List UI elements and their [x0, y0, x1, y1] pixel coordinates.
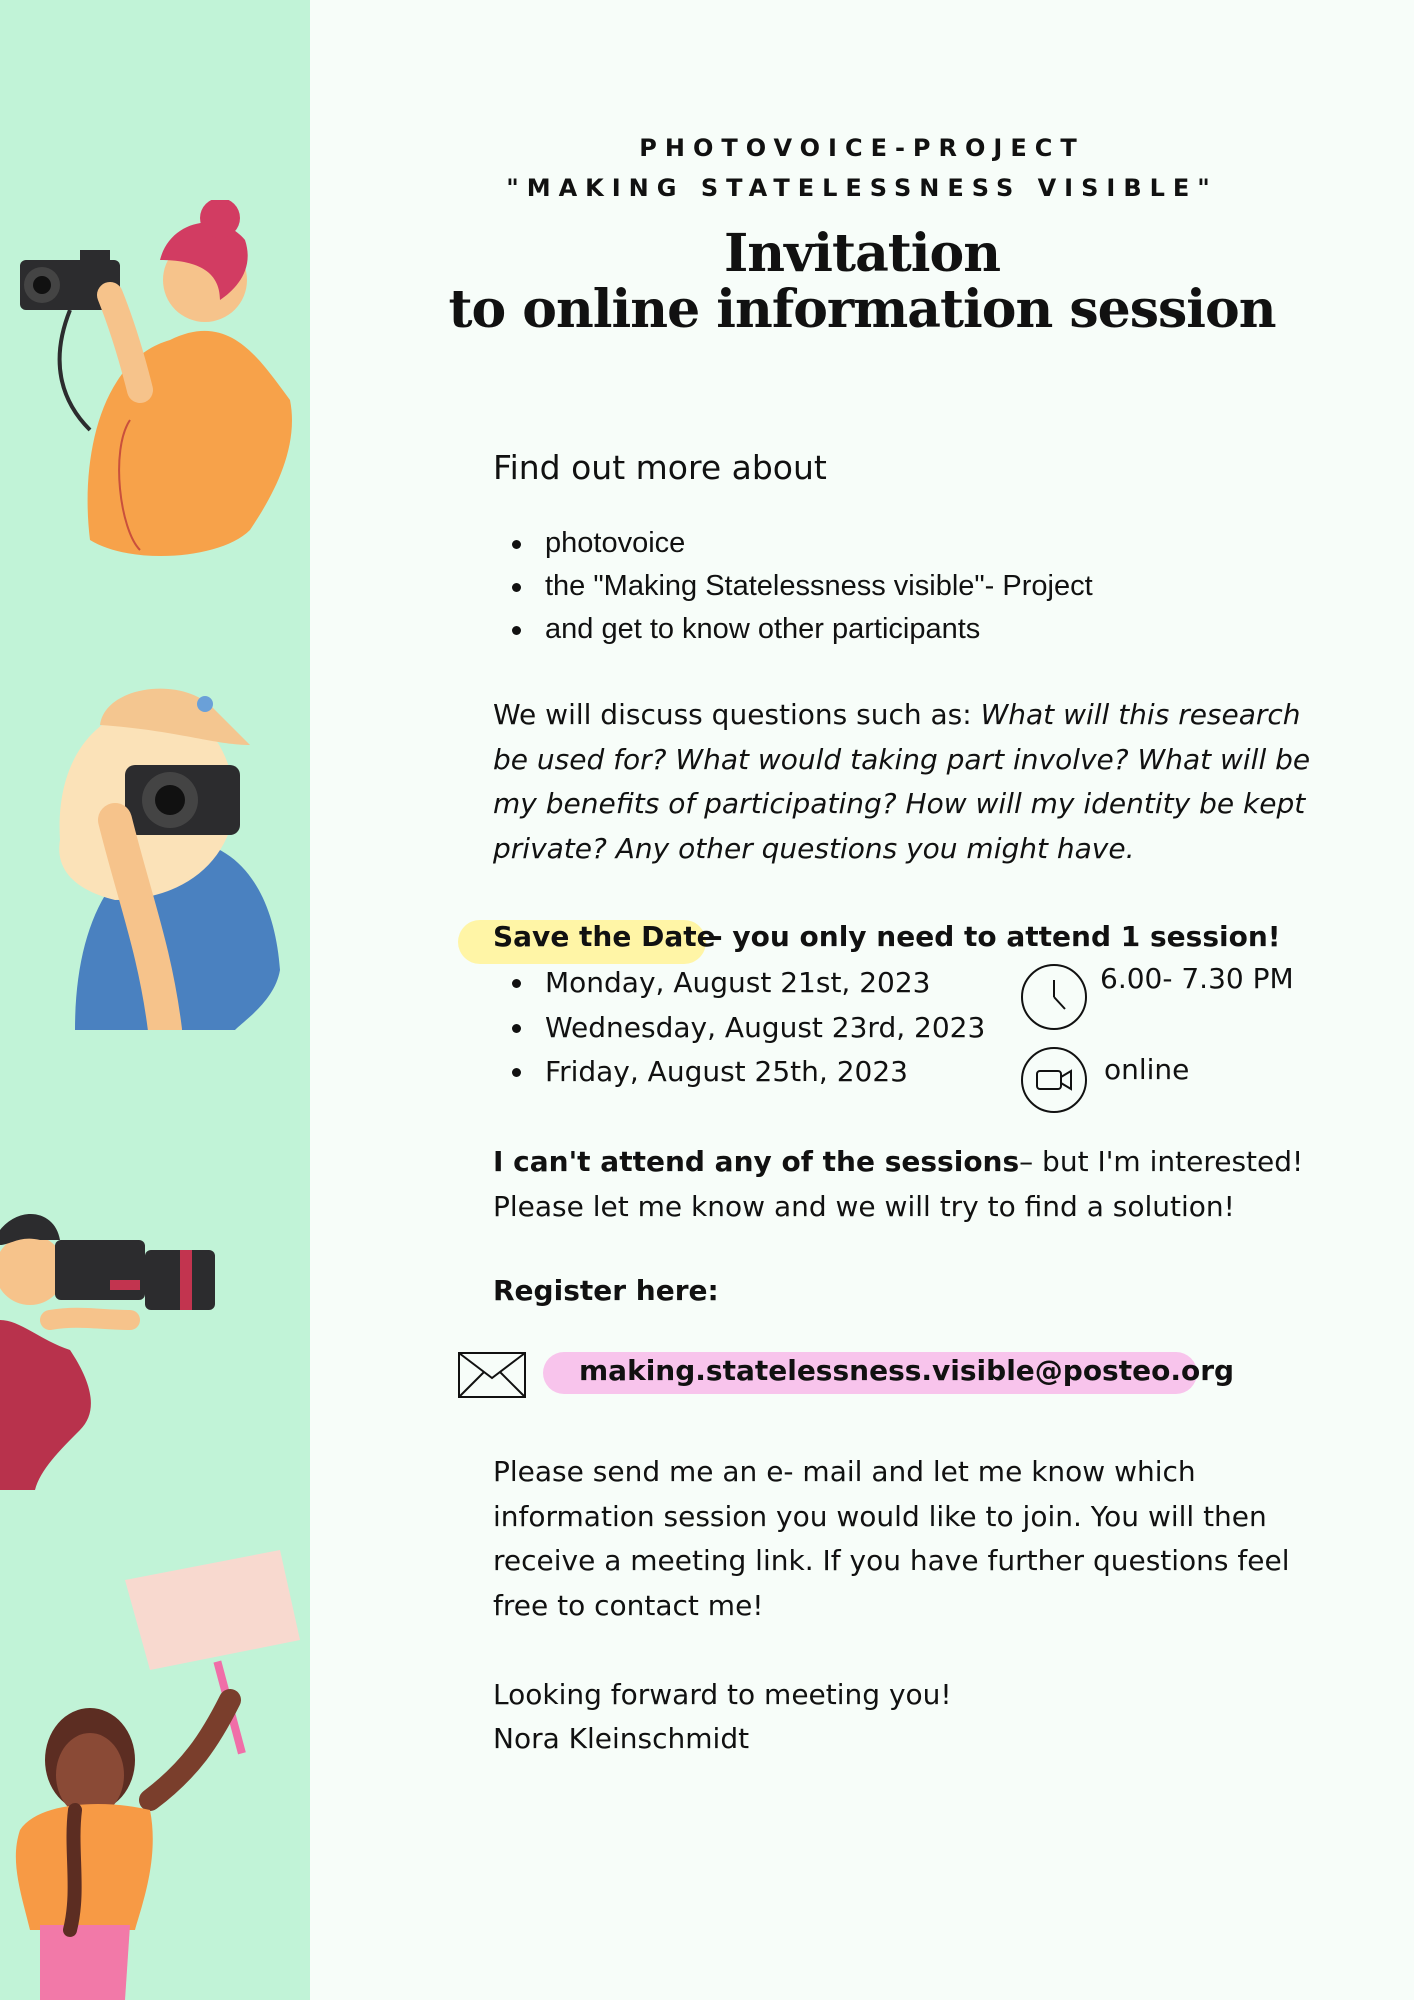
page-title [310, 223, 1414, 340]
closing-block [493, 1673, 952, 1761]
kicker-line-2: "MAKING STATELESSNESS VISIBLE" [506, 174, 1218, 202]
signature: Nora Kleinschmidt [493, 1722, 750, 1755]
intro-bullet-list [512, 522, 1093, 651]
alternative-paragraph [493, 1140, 1353, 1229]
session-mode: online [1104, 1053, 1190, 1086]
questions-italic: What will this research be used for? What would taking part involve? What will be my benefits of participating? How will my identity be kept private? Any other questions you might have. [493, 698, 1311, 865]
register-label: Register here: [493, 1274, 719, 1307]
save-date-note: - you only need to attend 1 session! [711, 920, 1281, 953]
alternative-rest: – but I'm interested! [1019, 1145, 1304, 1178]
clock-icon [1021, 964, 1087, 1030]
kicker-line-1: PHOTOVOICE-PROJECT [639, 134, 1085, 162]
save-date-label: Save the Date [493, 920, 716, 953]
intro-heading: Find out more about [493, 448, 827, 487]
list-item: Wednesday, August 23rd, 2023 [512, 1006, 985, 1051]
list-item: the "Making Statelessness visible"- Project [512, 565, 1093, 608]
list-item: photovoice [512, 522, 1093, 565]
session-time: 6.00- 7.30 PM [1100, 962, 1294, 995]
instructions-paragraph: Please send me an e- mail and let me know which information session you would like to join. You will then receive a meeting link. If you have further questions feel free to contact me! [493, 1455, 1290, 1622]
photographer-red-illustration [0, 1200, 230, 1490]
questions-paragraph [493, 693, 1323, 871]
envelope-icon [458, 1352, 526, 1398]
list-item: Friday, August 25th, 2023 [512, 1050, 985, 1095]
alternative-line-2: Please let me know and we will try to find a solution! [493, 1189, 1235, 1223]
email-link[interactable]: making.statelessness.visible@posteo.org [579, 1354, 1235, 1387]
side-panel [0, 0, 310, 2000]
list-item: Monday, August 21st, 2023 [512, 961, 985, 1006]
video-camera-icon [1021, 1047, 1087, 1113]
photographer-orange-illustration [20, 200, 310, 560]
alternative-bold: I can't attend any of the sessions [493, 1145, 1020, 1178]
closing-line: Looking forward to meeting you! [493, 1678, 952, 1711]
title-line-2: to online information session [448, 279, 1276, 340]
session-date-list [512, 961, 985, 1095]
questions-lead: We will discuss questions such as: [493, 698, 981, 731]
list-item: and get to know other participants [512, 608, 1093, 651]
project-kicker [0, 128, 1414, 208]
photographer-blue-illustration [45, 670, 305, 1030]
title-line-1: Invitation [723, 223, 1001, 284]
protester-sign-illustration [0, 1530, 310, 2000]
